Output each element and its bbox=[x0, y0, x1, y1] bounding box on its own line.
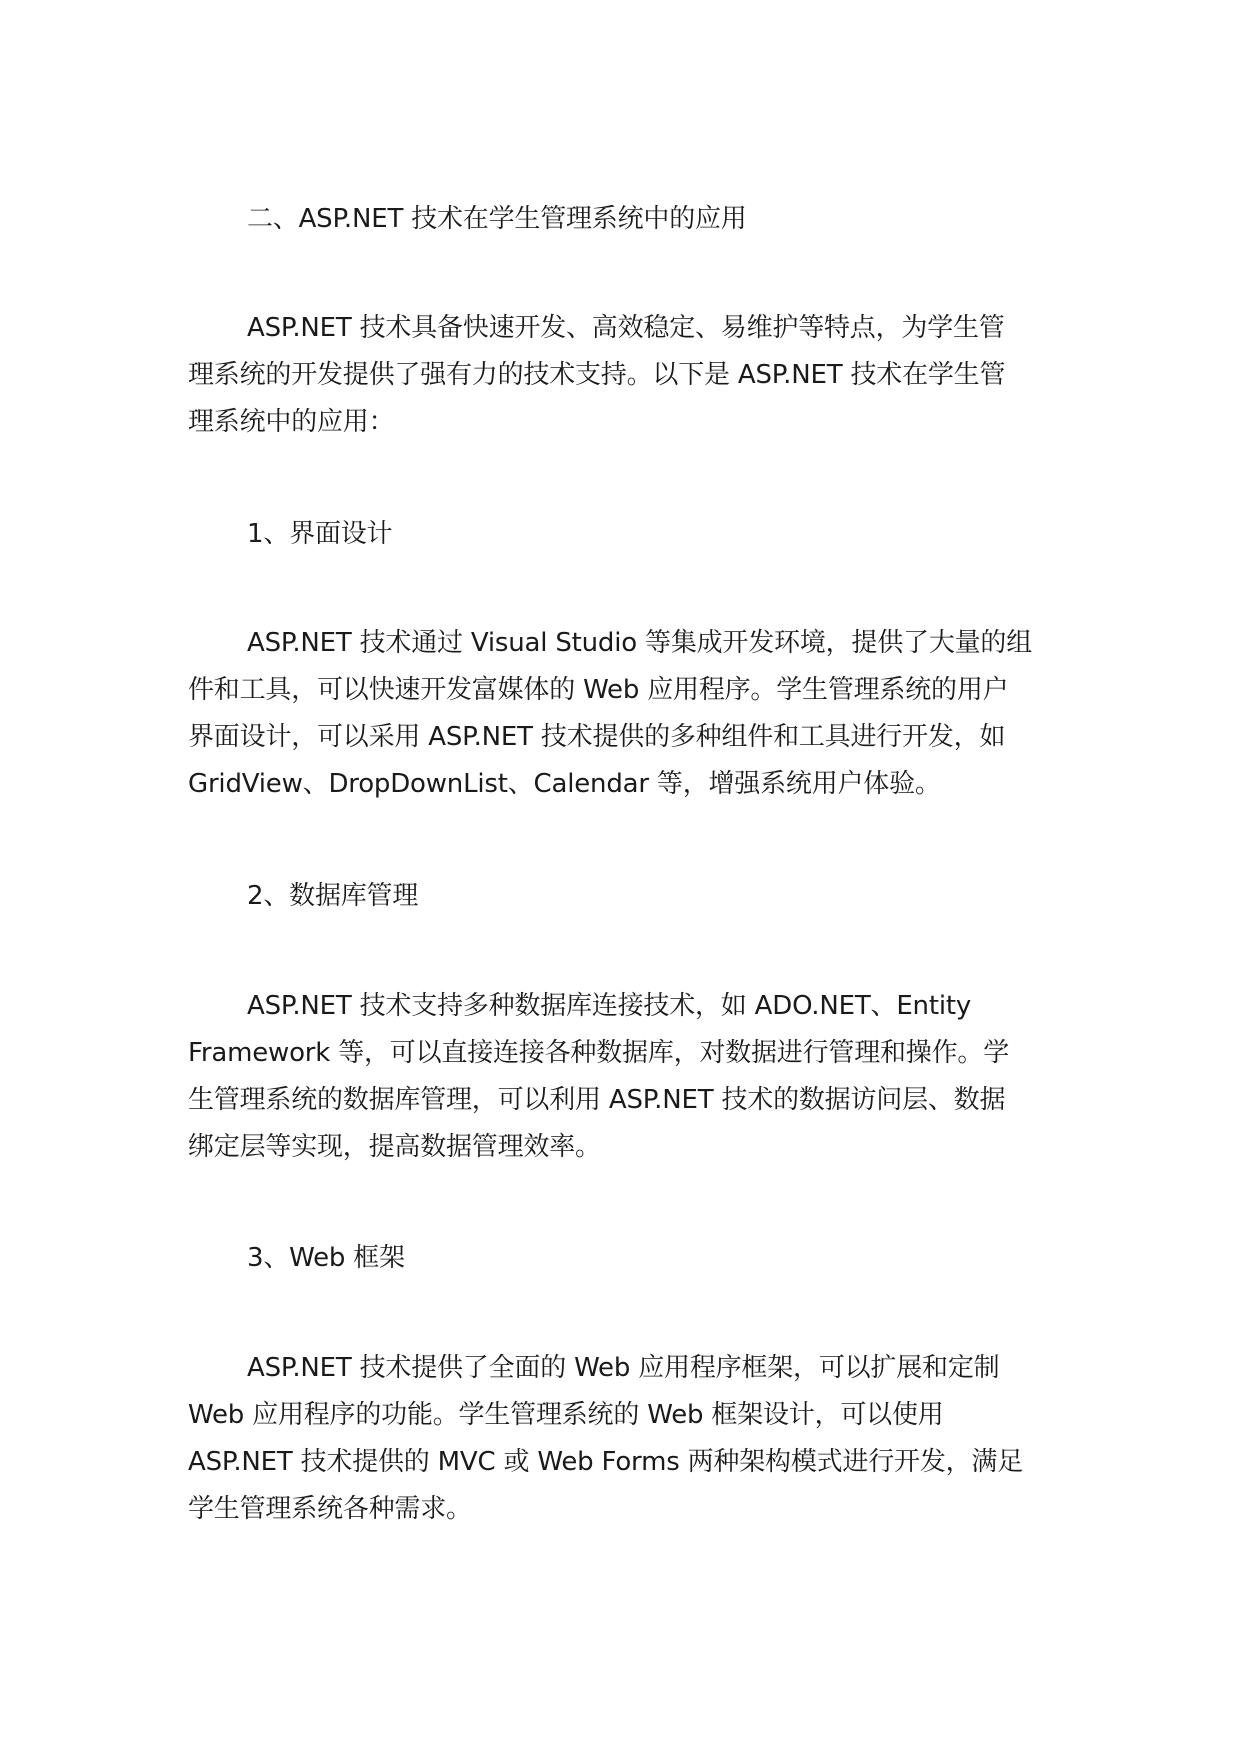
paragraph-line: 理系统的开发提供了强有力的技术支持。以下是 ASP.NET 技术在学生管 bbox=[188, 360, 1006, 390]
section-heading-text: 3、Web 框架 bbox=[247, 1243, 405, 1273]
paragraph-line: 理系统中的应用： bbox=[188, 407, 395, 437]
paragraph-line: ASP.NET 技术具备快速开发、高效稳定、易维护等特点，为学生管 bbox=[247, 313, 1005, 343]
paragraph-line: ASP.NET 技术提供的 MVC 或 Web Forms 两种架构模式进行开发，满足 bbox=[188, 1447, 1024, 1477]
intro-paragraph bbox=[188, 305, 1048, 446]
paragraph-line: Framework 等，可以直接连接各种数据库，对数据进行管理和操作。学 bbox=[188, 1038, 1009, 1068]
section-heading-1 bbox=[188, 511, 1107, 558]
paragraph-line: 学生管理系统各种需求。 bbox=[188, 1494, 472, 1524]
section-heading-text: 2、数据库管理 bbox=[247, 881, 419, 911]
paragraph-line: 绑定层等实现，提高数据管理效率。 bbox=[188, 1132, 601, 1162]
section-paragraph-2 bbox=[188, 983, 1048, 1171]
paragraph-line: GridView、DropDownList、Calendar 等，增强系统用户体验。 bbox=[188, 769, 941, 799]
section-paragraph-3 bbox=[188, 1345, 1048, 1533]
section-title-text: 二、ASP.NET 技术在学生管理系统中的应用 bbox=[247, 204, 747, 234]
paragraph-line: Web 应用程序的功能。学生管理系统的 Web 框架设计，可以使用 bbox=[188, 1400, 944, 1430]
paragraph-line: ASP.NET 技术提供了全面的 Web 应用程序框架，可以扩展和定制 bbox=[247, 1353, 1000, 1383]
section-title bbox=[188, 196, 1107, 243]
section-heading-3 bbox=[188, 1235, 1107, 1282]
section-heading-2 bbox=[188, 873, 1107, 920]
paragraph-line: 件和工具，可以快速开发富媒体的 Web 应用程序。学生管理系统的用户 bbox=[188, 675, 1009, 705]
section-paragraph-1 bbox=[188, 620, 1048, 808]
paragraph-line: 界面设计，可以采用 ASP.NET 技术提供的多种组件和工具进行开发，如 bbox=[188, 722, 1006, 752]
paragraph-line: ASP.NET 技术通过 Visual Studio 等集成开发环境，提供了大量的组 bbox=[247, 628, 1033, 658]
paragraph-line: ASP.NET 技术支持多种数据库连接技术，如 ADO.NET、Entity bbox=[247, 991, 972, 1021]
paragraph-line: 生管理系统的数据库管理，可以利用 ASP.NET 技术的数据访问层、数据 bbox=[188, 1085, 1006, 1115]
section-heading-text: 1、界面设计 bbox=[247, 519, 393, 549]
